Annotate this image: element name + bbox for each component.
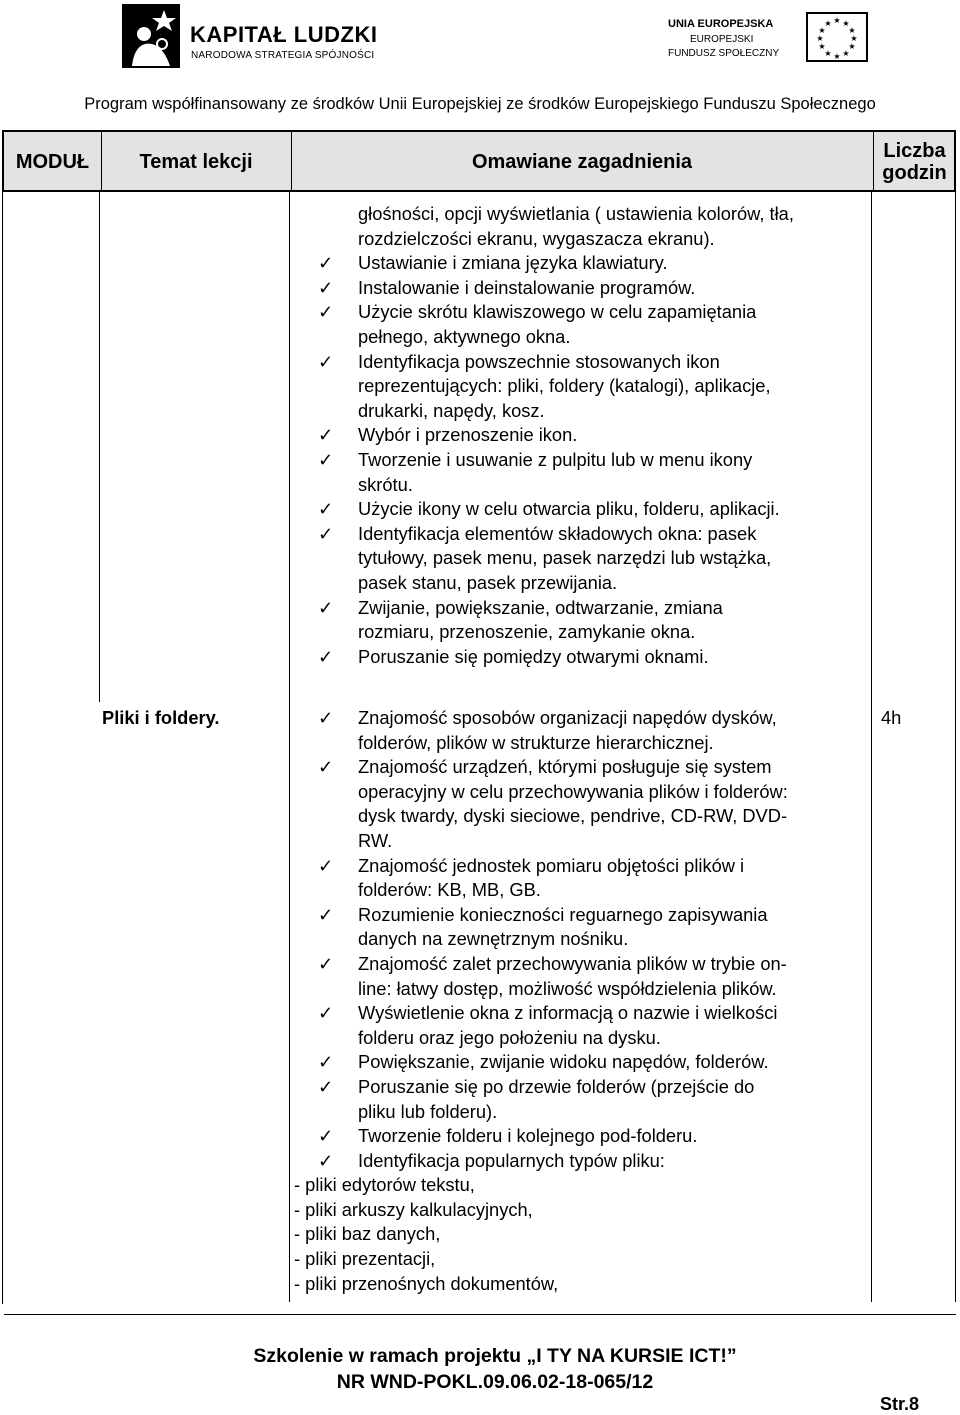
list-item-text: drukarki, napędy, kosz. <box>358 399 545 421</box>
list-item-text: Zwijanie, powiększanie, odtwarzanie, zmiana <box>358 596 723 618</box>
table-header-row <box>2 130 956 192</box>
list-item <box>290 227 870 252</box>
list-item-text: operacyjny w celu przechowywania plików i folderów: <box>358 780 788 802</box>
table-border-left <box>2 192 3 1304</box>
checkmark-icon: ✓ <box>318 596 334 618</box>
list-item <box>290 497 870 522</box>
col-header-module: MODUŁ <box>4 132 102 192</box>
list-item-text: Poruszanie się pomiędzy otwarymi oknami. <box>358 645 709 667</box>
row2-issues-list <box>290 706 870 1173</box>
col-header-hours: Liczba godzin <box>882 140 947 184</box>
svg-text:★: ★ <box>818 42 826 51</box>
checkmark-icon: ✓ <box>318 952 334 974</box>
svg-text:★: ★ <box>848 42 856 51</box>
svg-text:★: ★ <box>850 34 858 43</box>
row2-file-types-list <box>290 1173 870 1296</box>
list-item-text: głośności, opcji wyświetlania ( ustawienia kolorów, tła, <box>358 203 794 224</box>
checkmark-icon: ✓ <box>318 350 334 372</box>
list-item <box>290 780 870 805</box>
list-item-text: Użycie skrótu klawiszowego w celu zapamiętania <box>358 301 757 323</box>
file-type-item: - pliki edytorów tekstu, <box>294 1174 475 1196</box>
list-item <box>290 952 870 977</box>
col-header-issues: Omawiane zagadnienia <box>291 132 874 192</box>
list-item <box>290 706 870 731</box>
curriculum-table <box>2 130 958 1302</box>
list-item <box>290 325 870 350</box>
eu-flag-icon <box>806 12 868 62</box>
footer-project-line: Szkolenie w ramach projektu „I TY NA KURSIE ICT!” <box>253 1345 737 1367</box>
row1-issues-list <box>290 202 870 669</box>
checkmark-icon: ✓ <box>318 522 334 544</box>
list-item <box>290 620 870 645</box>
checkmark-icon: ✓ <box>318 424 334 446</box>
svg-text:★: ★ <box>842 19 850 28</box>
list-item-text: Instalowanie i deinstalowanie programów. <box>358 276 696 298</box>
list-item-text: Identyfikacja powszechnie stosowanych ikon <box>358 350 720 372</box>
list-item-text: Znajomość zalet przechowywania plików w trybie on- <box>358 952 787 974</box>
eu-line-3: FUNDUSZ SPOŁECZNY <box>668 48 780 59</box>
svg-text:★: ★ <box>833 52 841 61</box>
list-item-text: pełnego, aktywnego okna. <box>358 325 571 347</box>
svg-text:★: ★ <box>842 49 850 58</box>
list-item-text: Tworzenie i usuwanie z pulpitu lub w menu ikony <box>358 448 753 470</box>
list-item <box>290 755 870 780</box>
eu-line-1: UNIA EUROPEJSKA <box>668 18 774 30</box>
row1-issues-cell <box>290 202 870 669</box>
checkmark-icon: ✓ <box>318 854 334 876</box>
checkmark-icon: ✓ <box>318 498 334 520</box>
col-header-topic: Temat lekcji <box>101 132 292 192</box>
list-item <box>290 878 870 903</box>
list-item-text: danych na zewnętrznym nośniku. <box>358 928 629 950</box>
list-item <box>290 1001 870 1026</box>
footer-divider <box>4 1314 956 1315</box>
checkmark-icon: ✓ <box>318 1149 334 1171</box>
row2-issues-cell <box>290 706 870 1296</box>
list-item-text: folderów, plików w strukturze hierarchicznej. <box>358 731 714 753</box>
list-item-text: Znajomość sposobów organizacji napędów dysków, <box>358 707 777 728</box>
kapital-ludzki-title: KAPITAŁ LUDZKI <box>190 22 378 47</box>
checkmark-icon: ✓ <box>318 1125 334 1147</box>
checkmark-icon: ✓ <box>318 645 334 667</box>
list-item <box>290 473 870 498</box>
list-item <box>290 1149 870 1174</box>
col-divider-1 <box>99 192 100 702</box>
list-item <box>290 202 870 227</box>
checkmark-icon: ✓ <box>318 1075 334 1097</box>
file-type-item: - pliki arkuszy kalkulacyjnych, <box>294 1198 533 1220</box>
list-item <box>290 854 870 879</box>
list-item <box>290 977 870 1002</box>
svg-text:★: ★ <box>824 19 832 28</box>
svg-text:★: ★ <box>818 26 826 35</box>
list-item-text: folderów: KB, MB, GB. <box>358 879 541 901</box>
checkmark-icon: ✓ <box>318 707 334 728</box>
program-cofinancing-line: Program współfinansowany ze środków Unii Europejskiej ze środków Europejskiego Funduszu Społecznego <box>84 95 876 113</box>
list-item <box>290 1075 870 1100</box>
list-item-text: Znajomość jednostek pomiaru objętości plików i <box>358 854 745 876</box>
page-number: Str.8 <box>880 1394 920 1414</box>
list-item-text: Tworzenie folderu i kolejnego pod-folderu. <box>358 1125 698 1147</box>
footer-project-number: NR WND-POKL.09.06.02-18-065/12 <box>336 1371 654 1393</box>
file-type-item: - pliki baz danych, <box>294 1223 441 1245</box>
kapital-ludzki-subtitle: NARODOWA STRATEGIA SPÓJNOŚCI <box>191 50 375 61</box>
list-item <box>290 1124 870 1149</box>
checkmark-icon: ✓ <box>318 903 334 925</box>
list-item-text: line: łatwy dostęp, możliwość współdzielenia plików. <box>358 977 777 999</box>
list-item-text: skrótu. <box>358 473 413 495</box>
list-item-text: Użycie ikony w celu otwarcia pliku, folderu, aplikacji. <box>358 498 780 520</box>
list-item-text: Znajomość urządzeń, którymi posługuje się system <box>358 756 772 778</box>
list-item <box>290 276 870 301</box>
svg-text:★: ★ <box>816 34 824 43</box>
checkmark-icon: ✓ <box>318 1051 334 1073</box>
list-item <box>290 596 870 621</box>
list-item-text: Identyfikacja popularnych typów pliku: <box>358 1149 665 1171</box>
list-item <box>290 300 870 325</box>
kapital-ludzki-emblem-icon <box>122 4 180 68</box>
list-item <box>290 251 870 276</box>
row2-topic: Pliki i foldery. <box>102 707 220 728</box>
file-type-item: - pliki prezentacji, <box>294 1248 436 1270</box>
list-item <box>290 903 870 928</box>
checkmark-icon: ✓ <box>318 276 334 298</box>
list-item <box>290 645 870 670</box>
list-item-text: folderu oraz jego położeniu na dysku. <box>358 1026 661 1048</box>
svg-text:★: ★ <box>848 26 856 35</box>
list-item-text: dysk twardy, dyski sieciowe, pendrive, CD-RW, DVD- <box>358 805 788 827</box>
list-item-text: Ustawianie i zmiana języka klawiatury. <box>358 252 668 274</box>
list-item-text: pliku lub folderu). <box>358 1100 498 1122</box>
list-item-text: Wyświetlenie okna z informacją o nazwie i wielkości <box>358 1002 778 1024</box>
checkmark-icon: ✓ <box>318 252 334 274</box>
list-item-text: rozmiaru, przenoszenie, zamykanie okna. <box>358 621 696 643</box>
eu-logo <box>668 12 873 68</box>
checkmark-icon: ✓ <box>318 1002 334 1024</box>
list-item <box>290 571 870 596</box>
list-item-text: rozdzielczości ekranu, wygaszacza ekranu). <box>358 227 715 249</box>
eu-line-2: EUROPEJSKI <box>690 34 754 45</box>
row2-hours: 4h <box>881 707 902 728</box>
list-item-text: pasek stanu, pasek przewijania. <box>358 571 618 593</box>
list-item <box>290 350 870 375</box>
file-type-item: - pliki przenośnych dokumentów, <box>294 1272 559 1294</box>
checkmark-icon: ✓ <box>318 756 334 778</box>
list-item-text: RW. <box>358 829 393 851</box>
list-item <box>290 1100 870 1125</box>
list-item <box>290 546 870 571</box>
list-item <box>290 731 870 756</box>
list-item <box>290 448 870 473</box>
list-item <box>290 829 870 854</box>
table-border-right <box>955 192 956 1302</box>
svg-text:★: ★ <box>824 49 832 58</box>
list-item <box>290 804 870 829</box>
col-divider-3 <box>871 192 872 1302</box>
list-item <box>290 399 870 424</box>
list-item-text: Identyfikacja elementów składowych okna: pasek <box>358 522 757 544</box>
checkmark-icon: ✓ <box>318 301 334 323</box>
kapital-ludzki-logo <box>122 4 382 70</box>
list-item-text: tytułowy, pasek menu, pasek narzędzi lub wstążka, <box>358 547 772 569</box>
list-item-text: Wybór i przenoszenie ikon. <box>358 424 578 446</box>
list-item <box>290 522 870 547</box>
list-item-text: Powiększanie, zwijanie widoku napędów, folderów. <box>358 1051 769 1073</box>
list-item <box>290 374 870 399</box>
list-item-text: Rozumienie konieczności reguarnego zapisywania <box>358 903 768 925</box>
list-item <box>290 423 870 448</box>
checkmark-icon: ✓ <box>318 448 334 470</box>
svg-text:★: ★ <box>833 16 841 25</box>
list-item <box>290 927 870 952</box>
list-item-text: Poruszanie się po drzewie folderów (przejście do <box>358 1075 755 1097</box>
list-item <box>290 1026 870 1051</box>
list-item <box>290 1050 870 1075</box>
list-item-text: reprezentujących: pliki, foldery (katalogi), aplikacje, <box>358 375 771 397</box>
